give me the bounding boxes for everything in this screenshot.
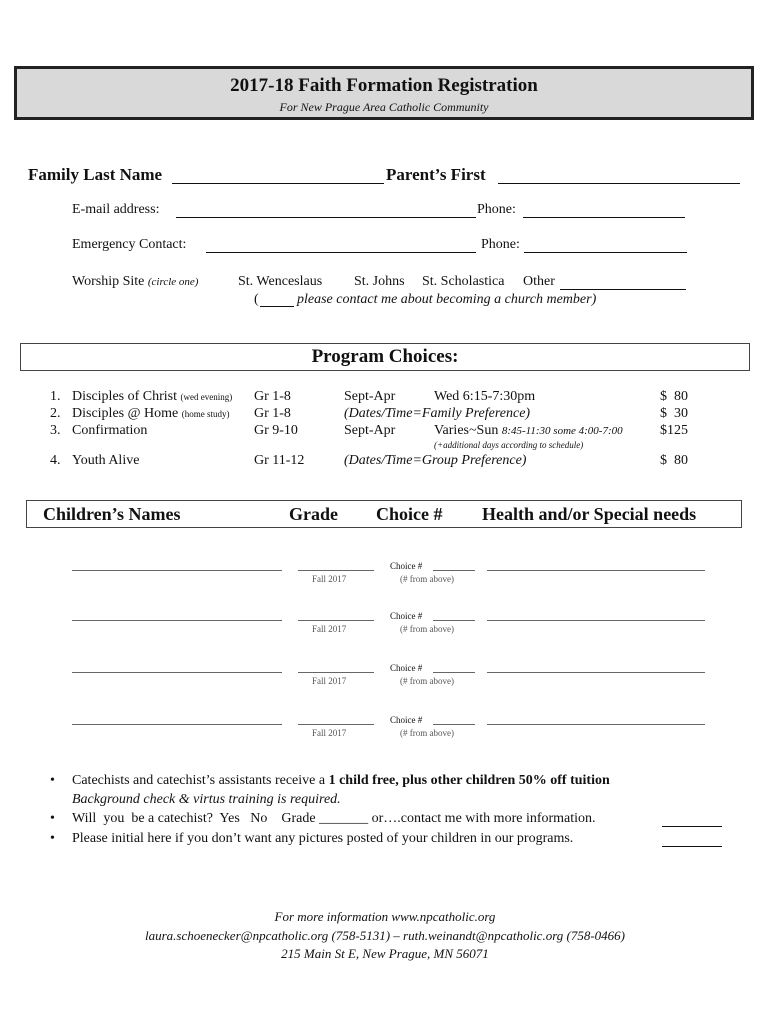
contact-paren: ( [254, 292, 259, 307]
bullet-icon: • [50, 811, 55, 826]
phone2-field[interactable] [524, 252, 687, 253]
site-other[interactable]: Other [523, 274, 555, 289]
emergency-contact-label: Emergency Contact: [72, 237, 187, 252]
program-price: $125 [660, 423, 688, 438]
from-above-label: (# from above) [400, 728, 454, 738]
parent-first-field[interactable] [498, 183, 740, 184]
program-extra: (+additional days according to schedule) [434, 440, 584, 450]
child-name-field[interactable] [72, 570, 282, 571]
child-grade-field[interactable] [298, 570, 374, 571]
program-time: Wed 6:15-7:30pm [434, 389, 536, 404]
site-st-scholastica[interactable]: St. Scholastica [422, 274, 505, 289]
footer-address: 215 Main St E, New Prague, MN 56071 [281, 946, 489, 961]
background-check-text: Background check & virtus training is required. [72, 792, 341, 807]
child-grade-field[interactable] [298, 724, 374, 725]
family-last-name-label: Family Last Name [28, 165, 163, 184]
email-label: E-mail address: [72, 202, 160, 217]
from-above-label: (# from above) [400, 574, 454, 584]
program-num: 4. [50, 453, 61, 468]
grade-header: Grade [289, 504, 338, 524]
choice-field[interactable] [433, 620, 475, 621]
child-grade-field[interactable] [298, 620, 374, 621]
program-choices-box [20, 343, 750, 371]
program-grade: Gr 9-10 [254, 423, 298, 438]
program-name: Disciples of Christ (wed evening) [72, 389, 233, 404]
choice-field[interactable] [433, 724, 475, 725]
program-dates: (Dates/Time=Group Preference) [344, 453, 527, 468]
program-dates: (Dates/Time=Family Preference) [344, 406, 531, 421]
bullet-icon: • [50, 773, 55, 788]
site-st-wenceslaus[interactable]: St. Wenceslaus [238, 274, 323, 289]
form-title: 2017-18 Faith Formation Registration [230, 75, 538, 96]
program-price: $ 80 [660, 389, 688, 404]
health-field[interactable] [487, 724, 705, 725]
program-dates: Sept-Apr [344, 423, 396, 438]
phone2-label: Phone: [481, 237, 520, 252]
program-price: $ 30 [660, 406, 688, 421]
child-name-field[interactable] [72, 724, 282, 725]
program-dates: Sept-Apr [344, 389, 396, 404]
form-subtitle: For New Prague Area Catholic Community [279, 100, 489, 114]
program-grade: Gr 1-8 [254, 389, 291, 404]
program-grade: Gr 11-12 [254, 453, 305, 468]
child-name-field[interactable] [72, 672, 282, 673]
site-other-field[interactable] [560, 289, 686, 290]
fall-label: Fall 2017 [312, 728, 347, 738]
contact-check-field[interactable] [260, 306, 294, 307]
footer-contacts: laura.schoenecker@npcatholic.org (758-5131) – ruth.weinandt@npcatholic.org (758-0466) [144, 928, 626, 943]
phone-label: Phone: [477, 202, 516, 217]
choice-label: Choice # [390, 561, 423, 571]
from-above-label: (# from above) [400, 624, 454, 634]
program-grade: Gr 1-8 [254, 406, 291, 421]
child-name-field[interactable] [72, 620, 282, 621]
program-num: 2. [50, 406, 61, 421]
choice-header: Choice # [376, 504, 443, 524]
photo-consent-text: Please initial here if you don’t want any pictures posted of your children in our programs. [72, 831, 574, 846]
catechist-benefit-text: Catechists and catechist’s assistants receive a 1 child free, plus other children 50% off tuition [72, 773, 610, 788]
children-names-header: Children’s Names [43, 504, 181, 524]
choice-label: Choice # [390, 611, 423, 621]
children-header-box [26, 500, 742, 528]
program-name: Youth Alive [72, 453, 140, 468]
program-name: Confirmation [72, 423, 148, 438]
header-box [14, 66, 754, 120]
health-needs-header: Health and/or Special needs [482, 504, 697, 524]
from-above-label: (# from above) [400, 676, 454, 686]
choice-label: Choice # [390, 715, 423, 725]
fall-label: Fall 2017 [312, 574, 347, 584]
choice-field[interactable] [433, 570, 475, 571]
fall-label: Fall 2017 [312, 624, 347, 634]
bullet-icon: • [50, 831, 55, 846]
phone-field[interactable] [523, 217, 685, 218]
catechist-initial-field[interactable] [662, 826, 722, 827]
contact-note: please contact me about becoming a church member) [297, 292, 597, 307]
parent-first-label: Parent’s First [386, 165, 486, 184]
program-time: Varies~Sun 8:45-11:30 some 4:00-7:00 [434, 423, 623, 438]
program-choices-title: Program Choices: [311, 346, 459, 367]
photo-initial-field[interactable] [662, 846, 722, 847]
choice-label: Choice # [390, 663, 423, 673]
catechist-question-text: Will you be a catechist? Yes No Grade _______ or….contact me with more information. [72, 811, 596, 826]
child-grade-field[interactable] [298, 672, 374, 673]
footer-website: For more information www.npcatholic.org [274, 909, 496, 924]
health-field[interactable] [487, 570, 705, 571]
program-name: Disciples @ Home (home study) [72, 406, 230, 421]
email-field[interactable] [176, 217, 476, 218]
program-price: $ 80 [660, 453, 688, 468]
site-st-johns[interactable]: St. Johns [354, 274, 405, 289]
health-field[interactable] [487, 620, 705, 621]
fall-label: Fall 2017 [312, 676, 347, 686]
family-last-name-field[interactable] [172, 183, 384, 184]
choice-field[interactable] [433, 672, 475, 673]
program-num: 1. [50, 389, 61, 404]
health-field[interactable] [487, 672, 705, 673]
emergency-contact-field[interactable] [206, 252, 476, 253]
program-num: 3. [50, 423, 61, 438]
worship-site-label: Worship Site (circle one) [72, 274, 199, 289]
